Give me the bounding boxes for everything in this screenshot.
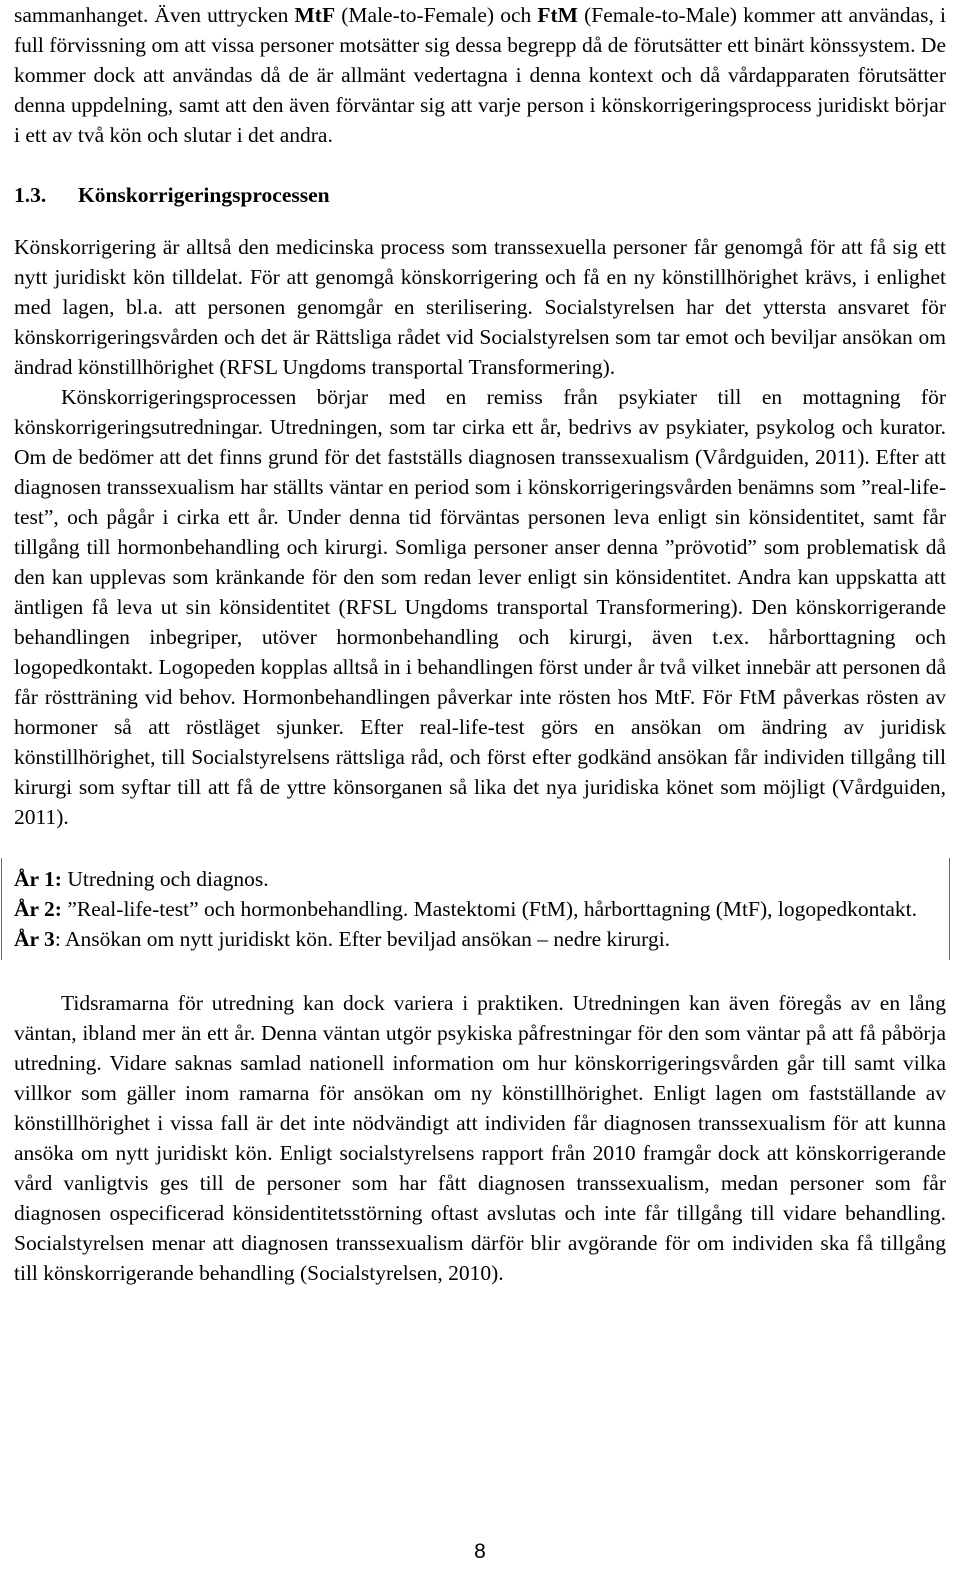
section-paragraph-1: Könskorrigering är alltså den medicinska process som transsexuella personer får genomgå för att få sig ett nytt juridiskt kön tilldelat. För att genomgå könskorrigering och få en ny könstillhörighet krävs, i enlighet med lagen, bl.a. att personen genomgår en sterilisering. Socialstyrelsen har det yttersta ansvaret för könskorrigeringsvården och det är Rättsliga rådet vid Socialstyrelsen som tar emot och beviljar ansökan om ändrad könstillhörighet (RFSL Ungdoms transportal Transformering). xyxy=(14,235,946,379)
timeline-item-year-3 xyxy=(0,924,958,954)
timeline-box xyxy=(0,862,958,964)
term-ftm: FtM xyxy=(537,3,578,27)
timeline-label: År 3 xyxy=(14,927,55,951)
timeline-text: : Ansökan om nytt juridiskt kön. Efter beviljad ansökan – nedre kirurgi. xyxy=(54,927,671,951)
intro-text-c: (Female-to-Male) kommer att användas, i full förvissning om att vissa personer motsätter sig dessa begrepp då de förutsätter ett binärt könssystem. De kommer dock att användas då de är allmänt vedertagna i denna kontext och då vårdapparaten förutsätter denna uppdelning, samt att den även förväntar sig att varje person i könskorrigeringsprocess juridiskt börjar i ett av två kön och slutar i det andra. xyxy=(14,3,946,147)
page-number: 8 xyxy=(474,1540,486,1563)
intro-text-b: (Male-to-Female) och xyxy=(335,3,538,27)
closing-paragraph: Tidsramarna för utredning kan dock variera i praktiken. Utredningen kan även föregås av en lång väntan, ibland mer än ett år. Denna väntan utgör psykiska påfrestningar för den som väntar på att få påbörja utredning. Vidare saknas samlad nationell information om hur könskorrigeringsvården går till samt vilka villkor som gäller inom ramarna för ansökan om ny könstillhörighet. Enligt lagen om fastställande av könstillhörighet i vissa fall är det inte nödvändigt att individen får diagnosen transsexualism för att kunna ansöka om nytt juridiskt kön. Enligt socialstyrelsens rapport från 2010 framgår dock att könskorrigerande vård vanligtvis ges till de personer som har fått diagnosen transsexualism, medan personer som får diagnosen ospecificerad könsidentitetsstörning oftast avslutas och inte får tillgång till vidare behandling. Socialstyrelsen menar att diagnosen transsexualism därför blir avgörande för om individen ska få tillgång till könskorrigerande behandling (Socialstyrelsen, 2010). xyxy=(14,991,946,1285)
section-paragraph-2: Könskorrigeringsprocessen börjar med en remiss från psykiater till en mottagning för könskorrigeringsutredningar. Utredningen, som tar cirka ett år, bedrivs av psykiater, psykolog och kurator. Om de bedömer att det finns grund för det fastställs diagnosen transsexualism (Vårdguiden, 2011). Efter att diagnosen transsexualism har ställts väntar en period som i könskorrigeringsvården benämns som ”real-life-test”, och pågår i cirka ett år. Under denna tid förväntas personen leva enligt sin könsidentitet, samt får tillgång till hormonbehandling och kirurgi. Somliga personer anser denna ”prövotid” som problematisk då den kan upplevas som kränkande för den som redan lever enligt sin könsidentitet. Andra kan uppskatta att äntligen få leva ut sin könsidentitet (RFSL Ungdoms transportal Transformering). Den könskorrigerande behandlingen inbegriper, utöver hormonbehandling och kirurgi, även t.ex. hårborttagning och logopedkontakt. Logopeden kopplas alltså in i behandlingen först under år två vilket innebär att personen då får röstträning vid behov. Hormonbehandlingen påverkar inte rösten hos MtF. För FtM påverkas rösten av hormoner så att röstläget sjunker. Efter real-life-test görs en ansökan om ändring av juridisk könstillhörighet, till Socialstyrelsens rättsliga råd, och först efter godkänd ansökan får individen tillgång till kirurgi som syftar till att få de yttre könsorganen så lika det nya juridiska könet som möjligt (Vårdguiden, 2011). xyxy=(14,385,946,829)
timeline-text: Utredning och diagnos. xyxy=(61,867,269,891)
term-mtf: MtF xyxy=(294,3,336,27)
document-page xyxy=(14,0,946,1288)
intro-text-a: sammanhanget. Även uttrycken xyxy=(14,3,295,27)
section-heading xyxy=(14,180,946,210)
section-number: 1.3. xyxy=(14,183,47,207)
timeline-item-year-2 xyxy=(0,894,958,924)
section-title: Könskorrigeringsprocessen xyxy=(78,183,330,207)
timeline-box-left-border xyxy=(1,858,2,960)
timeline-label: År 2: xyxy=(14,897,62,921)
intro-paragraph xyxy=(14,0,946,150)
timeline-label: År 1: xyxy=(14,867,62,891)
timeline-item-year-1 xyxy=(0,864,958,894)
timeline-text: ”Real-life-test” och hormonbehandling. Mastektomi (FtM), hårborttagning (MtF), logopedkontakt. xyxy=(61,897,918,921)
timeline-box-right-border xyxy=(949,858,950,960)
